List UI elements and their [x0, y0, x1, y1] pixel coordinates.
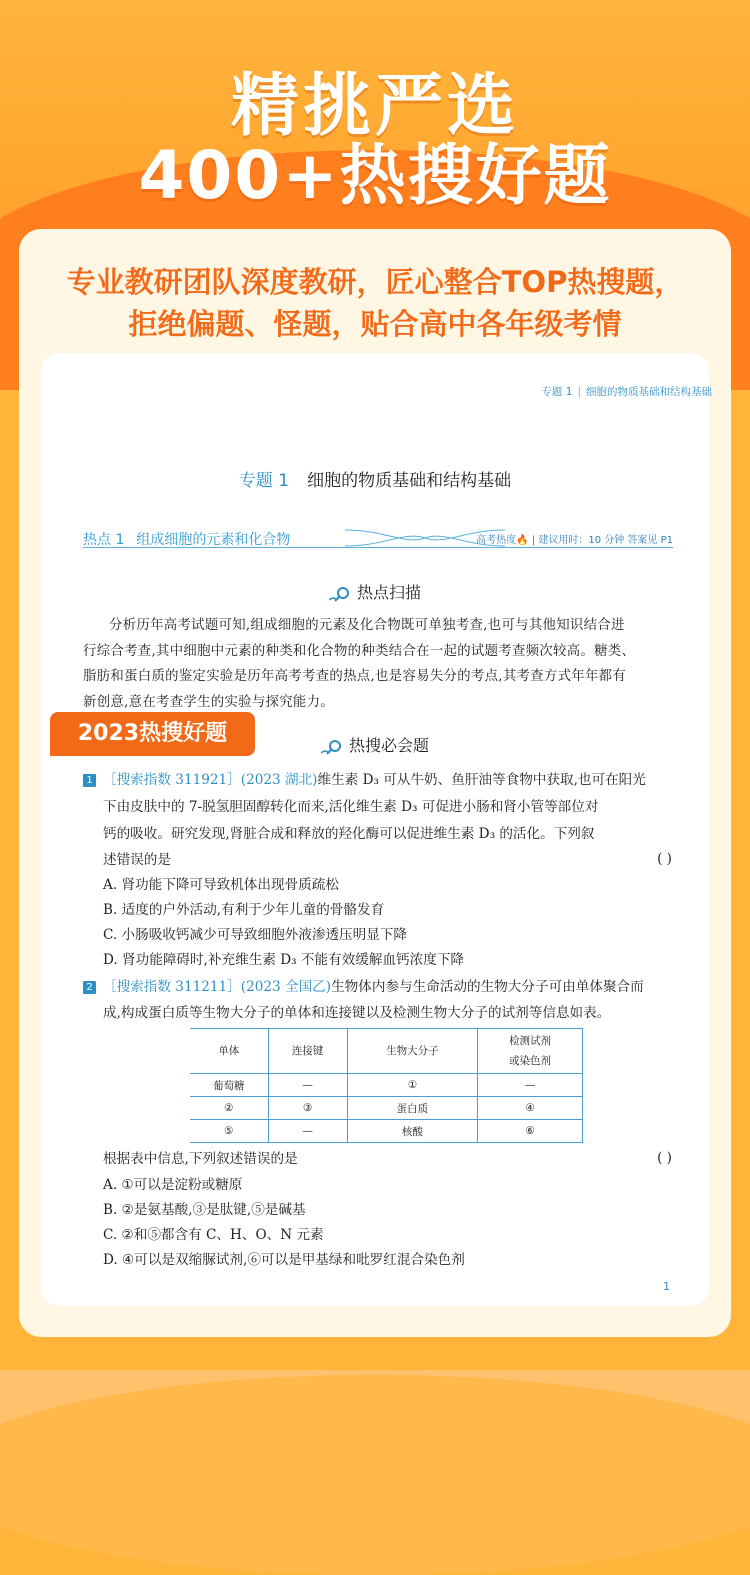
doc-title	[0, 466, 750, 491]
running-head: 专题 1 | 细胞的物质基础和结构基础	[541, 386, 712, 398]
q2-line: 成,构成蛋白质等生物大分子的单体和连接键以及检测生物大分子的试剂等信息如表。	[103, 1005, 611, 1021]
q2-option: C. ②和⑤都含有 C、H、O、N 元素	[103, 1227, 324, 1243]
table-header: 检测试剂 或染色剂	[478, 1029, 583, 1074]
q2-tag: ［搜索指数 311211］(2023 全国乙)	[103, 979, 332, 995]
scan-line: 脂肪和蛋白质的鉴定实验是历年高考考查的热点,也是容易失分的考点,其考查方式年年都有	[83, 669, 627, 684]
q1-line: 下由皮肤中的 7-脱氢胆固醇转化而来,活化维生素 D₃ 可促进小肠和肾小管等部位对	[103, 799, 599, 815]
hotspot-name: 组成细胞的元素和化合物	[136, 532, 291, 548]
table-row	[190, 1097, 583, 1120]
section-scan-title: 热点扫描	[356, 583, 421, 602]
doc-title-text: 细胞的物质基础和结构基础	[307, 471, 512, 491]
table-cell: —	[268, 1074, 347, 1097]
q1-line: 述错误的是	[103, 852, 171, 868]
info-table	[190, 1028, 583, 1143]
hero-title-line1: 精挑严选	[230, 67, 519, 146]
hotspot-bar	[83, 529, 673, 548]
hot-badge: 2023热搜好题	[50, 712, 255, 756]
q2-line	[103, 975, 673, 1000]
scan-paragraph	[83, 613, 673, 715]
table-cell: ②	[190, 1097, 268, 1120]
table-cell: 核酸	[347, 1120, 477, 1143]
hero-title-line2: 400+热搜好题	[138, 137, 612, 214]
magnifier-icon	[321, 739, 343, 755]
table-row	[190, 1074, 583, 1097]
table-row	[190, 1120, 583, 1143]
subtitle-line2: 拒绝偏题、怪题，贴合高中各年级考情	[128, 307, 622, 341]
hotspot-number: 热点 1	[83, 532, 125, 548]
scan-line: 分析历年高考试题可知,组成细胞的元素及化合物既可单独考查,也可与其他知识结合进	[109, 618, 625, 633]
table-cell: ⑤	[190, 1120, 268, 1143]
scan-line: 新创意,意在考查学生的实验与探究能力。	[83, 694, 334, 710]
hotspot-meta: 高考热度🔥 | 建议用时：10 分钟 答案见 P1	[476, 535, 673, 546]
q1-option: D. 肾功能障碍时,补充维生素 D₃ 不能有效缓解血钙浓度下降	[103, 952, 465, 968]
running-head-topic: 专题 1	[541, 386, 573, 398]
q1-tag: ［搜索指数 311921］(2023 湖北)	[103, 772, 318, 788]
running-head-title: 细胞的物质基础和结构基础	[586, 386, 712, 398]
q1-line	[103, 768, 673, 793]
section-must-title: 热搜必会题	[348, 736, 429, 755]
section-must-heading	[0, 733, 750, 756]
table-cell: 蛋白质	[347, 1097, 477, 1120]
q1-option: C. 小肠吸收钙减少可导致细胞外液渗透压明显下降	[103, 927, 408, 943]
table-cell: ④	[478, 1097, 583, 1120]
q2-stem: 根据表中信息,下列叙述错误的是	[103, 1151, 298, 1167]
table-header: 生物大分子	[347, 1029, 477, 1074]
table-cell: ③	[268, 1097, 347, 1120]
question-number: 2	[83, 981, 96, 994]
subtitle-line1: 专业教研团队深度教研，匠心整合TOP热搜题，	[66, 265, 684, 299]
q2-answer-paren: ( )	[657, 1150, 672, 1166]
table-header-row	[190, 1029, 583, 1074]
scan-line: 行综合考查,其中细胞中元素的种类和化合物的种类结合在一起的试题考查频次较高。糖类、	[83, 643, 636, 659]
q1-text: 维生素 D₃ 可从牛奶、鱼肝油等食物中获取,也可在阳光	[317, 772, 646, 788]
q2-option: D. ④可以是双缩脲试剂,⑥可以是甲基绿和吡罗红混合染色剂	[103, 1252, 465, 1268]
question-number: 1	[83, 774, 96, 787]
magnifier-icon	[329, 586, 351, 602]
table-cell: —	[268, 1120, 347, 1143]
table-header: 连接键	[268, 1029, 347, 1074]
hotspot-label	[83, 529, 290, 549]
table-cell: —	[478, 1074, 583, 1097]
table-cell: ①	[347, 1074, 477, 1097]
table-header: 单体	[190, 1029, 268, 1074]
section-scan-heading	[0, 580, 750, 603]
page-number: 1	[663, 1280, 670, 1293]
q1-option: A. 肾功能下降可导致机体出现骨质疏松	[103, 877, 339, 893]
q2-text: 生物体内参与生命活动的生物大分子可由单体聚合而	[331, 979, 644, 995]
doc-title-number: 专题 1	[238, 471, 290, 491]
q1-line: 钙的吸收。研究发现,肾脏合成和释放的羟化酶可以促进维生素 D₃ 的活化。下列叙	[103, 826, 595, 842]
q1-answer-paren: ( )	[657, 851, 672, 867]
q2-option: B. ②是氨基酸,③是肽键,⑤是碱基	[103, 1202, 306, 1218]
table-cell: ⑥	[478, 1120, 583, 1143]
q1-option: B. 适度的户外活动,有利于少年儿童的骨骼发育	[103, 902, 385, 918]
table-cell: 葡萄糖	[190, 1074, 268, 1097]
q2-option: A. ①可以是淀粉或糖原	[103, 1177, 243, 1193]
bottom-wave	[0, 1375, 750, 1575]
